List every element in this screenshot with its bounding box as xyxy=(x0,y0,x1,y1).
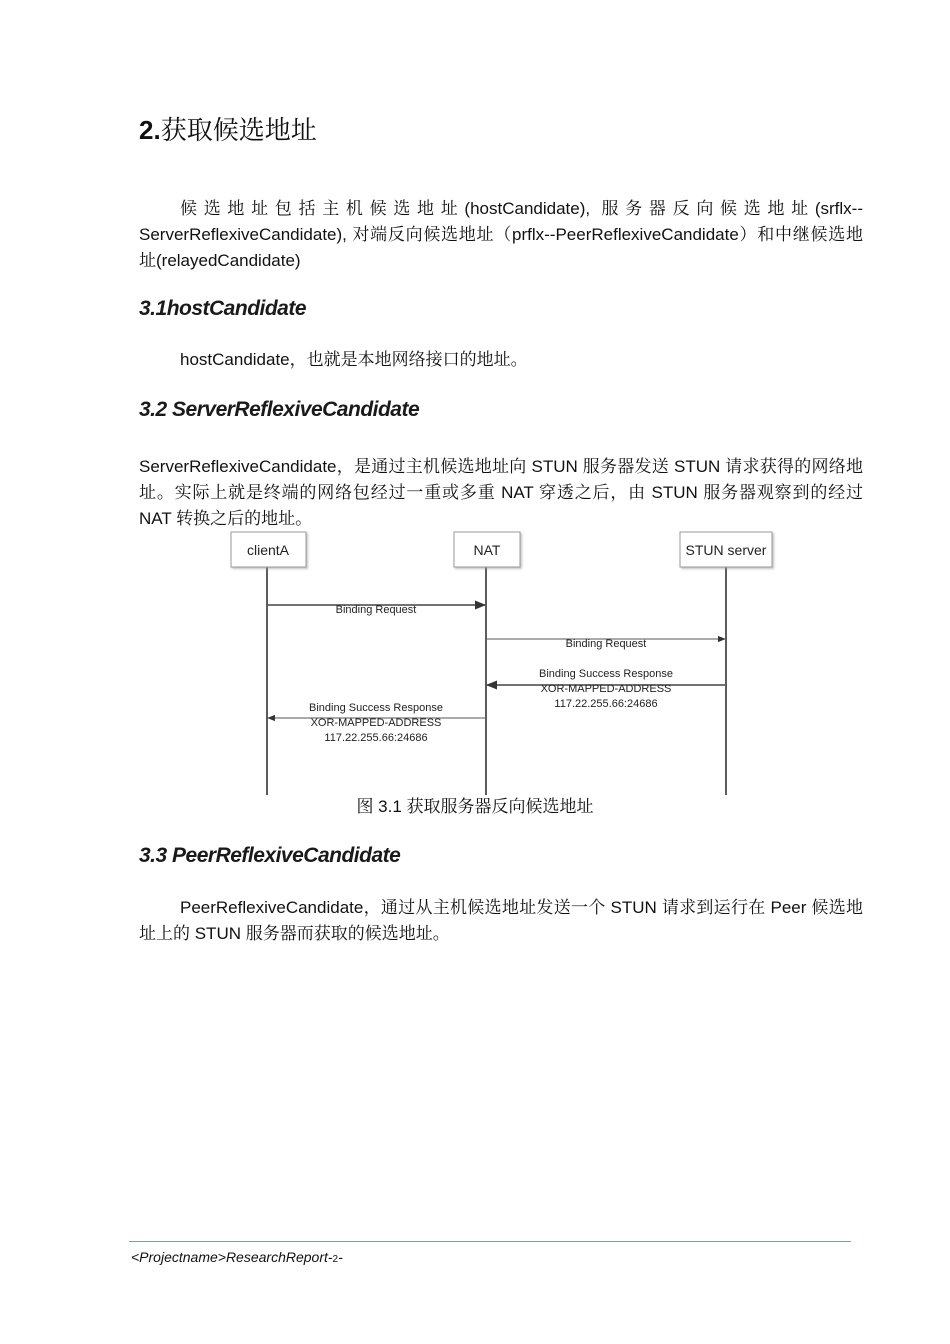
footer-divider xyxy=(129,1241,851,1242)
footer-suffix: - xyxy=(338,1249,343,1265)
message-binding-success-2 xyxy=(268,702,485,744)
message-binding-request-2 xyxy=(487,638,725,650)
section-title-text: 获取候选地址 xyxy=(160,116,317,146)
participant-label: STUN server xyxy=(685,542,767,558)
footer-text: <Projectname>ResearchReport- xyxy=(131,1249,333,1265)
intro-paragraph: 候选地址包括主机候选地址(hostCandidate), 服务器反向候选地址(srflx--ServerReflexiveCandidate), 对端反向候选地址（prflx--PeerReflexiveCandidate）和中继候选地址(relayedCandidate) xyxy=(139,199,863,270)
heading-host-candidate: 3.1hostCandidate xyxy=(139,297,307,320)
message-label-line2: XOR-MAPPED-ADDRESS xyxy=(540,683,672,695)
heading-peer-reflexive: 3.3 PeerReflexiveCandidate xyxy=(139,844,401,867)
message-binding-success-1 xyxy=(487,668,725,710)
message-label-line2: XOR-MAPPED-ADDRESS xyxy=(310,717,442,729)
page-footer xyxy=(131,1249,343,1265)
message-label: Binding Request xyxy=(335,604,417,616)
participant-label: NAT xyxy=(473,542,501,558)
heading-server-reflexive: 3.2 ServerReflexiveCandidate xyxy=(139,398,420,421)
section-title xyxy=(139,112,317,149)
message-label-line1: Binding Success Response xyxy=(539,668,673,680)
participant-nat xyxy=(454,532,520,567)
participant-label: clientA xyxy=(246,542,290,558)
message-label: Binding Request xyxy=(565,638,647,650)
participant-clientA xyxy=(231,532,306,567)
peer-reflexive-paragraph: PeerReflexiveCandidate，通过从主机候选地址发送一个 STUN 请求到运行在 Peer 候选地址上的 STUN 服务器而获取的候选地址。 xyxy=(139,898,863,943)
figure-caption: 图 3.1 获取服务器反向候选地址 xyxy=(356,797,594,816)
participant-stun-server xyxy=(680,532,772,567)
page-number: 2 xyxy=(332,1254,339,1265)
sequence-diagram xyxy=(0,525,950,800)
message-label-line3: 117.22.255.66:24686 xyxy=(324,732,428,744)
server-reflexive-paragraph: ServerReflexiveCandidate，是通过主机候选地址向 STUN 服务器发送 STUN 请求获得的网络地址。实际上就是终端的网络包经过一重或多重 NAT 穿透之后，由 STUN 服务器观察到的经过 NAT 转换之后的地址。 xyxy=(139,457,863,528)
message-label-line3: 117.22.255.66:24686 xyxy=(554,698,658,710)
message-binding-request-1 xyxy=(268,604,485,616)
section-number: 2. xyxy=(139,115,161,145)
message-label-line1: Binding Success Response xyxy=(309,702,443,714)
host-candidate-paragraph: hostCandidate，也就是本地网络接口的地址。 xyxy=(180,350,528,369)
